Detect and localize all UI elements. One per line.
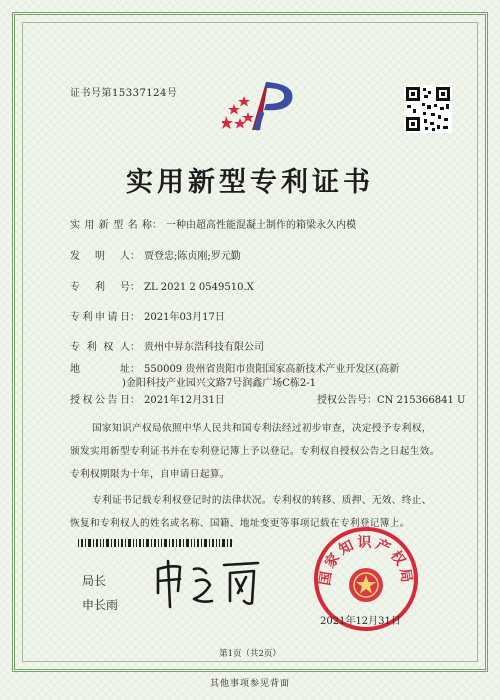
publication-number: 授权公告号：CN 215366841 U [317, 395, 466, 406]
address-line-2: )金阳科技产业园兴文路7号润鑫广场C栋2-1 [122, 378, 317, 389]
field-label: 专利申请日 [70, 312, 130, 323]
body-paragraph-2: 专利证书记载专利权登记时的法律状况。专利权的转移、质押、无效、终止、恢复和专利权人的姓名或名称、国籍、地址变更等事项记载在专利登记簿上。 [70, 495, 432, 529]
field-value: 贾登忠;陈贞刚;罗元勤 [144, 251, 241, 262]
field-label: 专利权人 [70, 342, 130, 353]
field-patentee: 专利权人： 贵州中昇东浩科技有限公司 [70, 338, 264, 353]
footer-note: 其他事项参见背面 [209, 679, 290, 689]
certificate-title: 实用新型专利证书 [126, 167, 374, 198]
barcode-icon [78, 539, 232, 547]
field-label: 地址 [70, 364, 130, 375]
field-inventors: 发明人： 贾登忠;陈贞刚;罗元勤 [70, 247, 241, 262]
field-label: 专利号 [70, 282, 130, 293]
field-address: 地址： 550009 贵州省贵阳市贵阳国家高新技术产业开发区(高新 [70, 360, 399, 375]
field-utility-model-name: 实用新型名称： 一种由超高性能混凝土制作的箱梁永久内模 [70, 216, 356, 231]
director-name: 申长雨 [82, 598, 119, 612]
director-signature-icon [150, 555, 270, 609]
seal-text: 国家知识产权局 [317, 535, 415, 587]
field-grant-date: 授权公告日： 2021年12月31日 [70, 391, 225, 406]
field-value: 2021年12月31日 [144, 395, 225, 406]
page-number: 第1页（共2页） [219, 649, 281, 659]
field-value: 2021年03月17日 [144, 312, 225, 323]
qr-code-icon [404, 85, 452, 133]
seal-date: 2021年12月31日 [320, 616, 401, 627]
field-value: 550009 贵州省贵阳市贵阳国家高新技术产业开发区(高新 [144, 364, 400, 375]
cnipa-logo-icon [222, 78, 298, 134]
field-label: 发明人 [70, 251, 130, 262]
field-value: ZL 2021 2 0549510.X [144, 282, 254, 293]
field-label: 授权公告日 [70, 395, 130, 406]
body-paragraph-1: 国家知识产权局依照中华人民共和国专利法经过初步审查，决定授予专利权，颁发实用新型专利证书并在专利登记簿上予以登记。专利权自授权公告之日起生效。专利权期限为十年，自申请日起算。 [70, 423, 440, 480]
certificate-number: 证书号第15337124号 [70, 88, 178, 99]
field-application-date: 专利申请日： 2021年03月17日 [70, 308, 225, 323]
director-title: 局长 [82, 574, 107, 588]
field-value: 一种由超高性能混凝土制作的箱梁永久内模 [166, 220, 356, 231]
field-patent-number: 专利号： ZL 2021 2 0549510.X [70, 278, 254, 293]
field-value: 贵州中昇东浩科技有限公司 [144, 342, 264, 353]
field-label: 实用新型名称 [70, 220, 152, 231]
